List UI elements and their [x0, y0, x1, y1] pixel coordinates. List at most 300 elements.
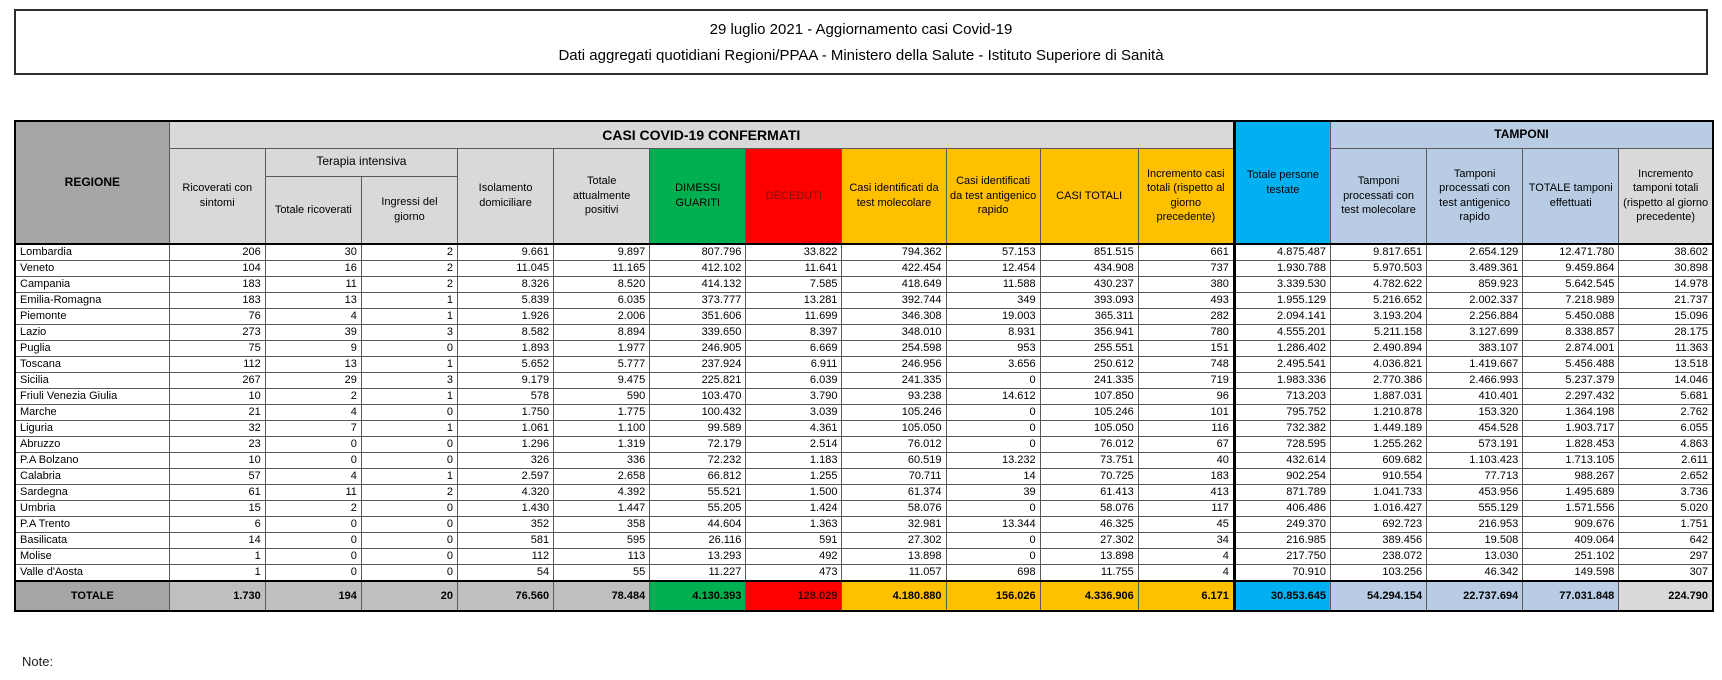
value-cell: 1.419.667: [1427, 357, 1523, 373]
value-cell: 250.612: [1040, 357, 1138, 373]
value-cell: 30: [265, 244, 361, 261]
value-cell: 581: [458, 533, 554, 549]
value-cell: 105.050: [842, 421, 946, 437]
value-cell: 349: [946, 293, 1040, 309]
value-cell: 414.132: [650, 277, 746, 293]
value-cell: 2.762: [1619, 405, 1713, 421]
totale-row: [15, 581, 1713, 611]
value-cell: 9: [265, 341, 361, 357]
value-cell: 206: [169, 244, 265, 261]
table-row: [15, 437, 1713, 453]
value-cell: 1.061: [458, 421, 554, 437]
totale-value-cell: 4.336.906: [1040, 581, 1138, 611]
value-cell: 72.232: [650, 453, 746, 469]
region-name-cell: Valle d'Aosta: [15, 565, 169, 582]
value-cell: 8.326: [458, 277, 554, 293]
value-cell: 32.981: [842, 517, 946, 533]
value-cell: 58.076: [1040, 501, 1138, 517]
value-cell: 642: [1619, 533, 1713, 549]
table-row: [15, 261, 1713, 277]
value-cell: 2: [361, 277, 457, 293]
value-cell: 1.296: [458, 437, 554, 453]
totale-value-cell: 30.853.645: [1234, 581, 1330, 611]
value-cell: 1.751: [1619, 517, 1713, 533]
value-cell: 11.045: [458, 261, 554, 277]
value-cell: 103.256: [1330, 565, 1426, 582]
value-cell: 2.874.001: [1523, 341, 1619, 357]
value-cell: 104: [169, 261, 265, 277]
value-cell: 713.203: [1234, 389, 1330, 405]
value-cell: 1: [361, 357, 457, 373]
value-cell: 93.238: [842, 389, 946, 405]
value-cell: 0: [946, 421, 1040, 437]
value-cell: 2.297.432: [1523, 389, 1619, 405]
value-cell: 953: [946, 341, 1040, 357]
value-cell: 2.002.337: [1427, 293, 1523, 309]
value-cell: 719: [1138, 373, 1234, 389]
value-cell: 1.183: [746, 453, 842, 469]
value-cell: 5.652: [458, 357, 554, 373]
column-header-totale-persone-testate: Totale persone testate: [1234, 121, 1330, 244]
value-cell: 216.985: [1234, 533, 1330, 549]
region-name-cell: Umbria: [15, 501, 169, 517]
value-cell: 40: [1138, 453, 1234, 469]
value-cell: 100.432: [650, 405, 746, 421]
value-cell: 183: [169, 277, 265, 293]
value-cell: 9.817.651: [1330, 244, 1426, 261]
table-body: [15, 244, 1713, 581]
value-cell: 13: [265, 293, 361, 309]
value-cell: 1.955.129: [1234, 293, 1330, 309]
value-cell: 732.382: [1234, 421, 1330, 437]
value-cell: 365.311: [1040, 309, 1138, 325]
value-cell: 5.839: [458, 293, 554, 309]
value-cell: 267: [169, 373, 265, 389]
value-cell: 149.598: [1523, 565, 1619, 582]
group-header-terapia-intensiva: Terapia intensiva: [265, 148, 457, 176]
value-cell: 1.447: [554, 501, 650, 517]
value-cell: 0: [946, 549, 1040, 565]
value-cell: 4: [265, 469, 361, 485]
table-row: [15, 485, 1713, 501]
value-cell: 183: [169, 293, 265, 309]
value-cell: 2.006: [554, 309, 650, 325]
value-cell: 105.050: [1040, 421, 1138, 437]
value-cell: 661: [1138, 244, 1234, 261]
value-cell: 4: [265, 309, 361, 325]
value-cell: 409.064: [1523, 533, 1619, 549]
value-cell: 1.286.402: [1234, 341, 1330, 357]
value-cell: 5.970.503: [1330, 261, 1426, 277]
region-name-cell: Piemonte: [15, 309, 169, 325]
value-cell: 2.611: [1619, 453, 1713, 469]
value-cell: 10: [169, 389, 265, 405]
value-cell: 2.654.129: [1427, 244, 1523, 261]
value-cell: 103.470: [650, 389, 746, 405]
totale-value-cell: 6.171: [1138, 581, 1234, 611]
value-cell: 8.520: [554, 277, 650, 293]
value-cell: 692.723: [1330, 517, 1426, 533]
value-cell: 434.908: [1040, 261, 1138, 277]
region-name-cell: Puglia: [15, 341, 169, 357]
value-cell: 5.211.158: [1330, 325, 1426, 341]
value-cell: 8.582: [458, 325, 554, 341]
table-row: [15, 565, 1713, 582]
region-name-cell: Sicilia: [15, 373, 169, 389]
value-cell: 326: [458, 453, 554, 469]
value-cell: 5.216.652: [1330, 293, 1426, 309]
value-cell: 246.905: [650, 341, 746, 357]
value-cell: 4.863: [1619, 437, 1713, 453]
value-cell: 255.551: [1040, 341, 1138, 357]
value-cell: 13.518: [1619, 357, 1713, 373]
value-cell: 3.736: [1619, 485, 1713, 501]
value-cell: 241.335: [842, 373, 946, 389]
value-cell: 1.903.717: [1523, 421, 1619, 437]
value-cell: 13.232: [946, 453, 1040, 469]
value-cell: 0: [946, 501, 1040, 517]
table-header: [15, 121, 1713, 244]
value-cell: 11.699: [746, 309, 842, 325]
value-cell: 55.521: [650, 485, 746, 501]
region-name-cell: Sardegna: [15, 485, 169, 501]
value-cell: 6.055: [1619, 421, 1713, 437]
value-cell: 902.254: [1234, 469, 1330, 485]
value-cell: 217.750: [1234, 549, 1330, 565]
value-cell: 307: [1619, 565, 1713, 582]
value-cell: 346.308: [842, 309, 946, 325]
value-cell: 492: [746, 549, 842, 565]
value-cell: 6.039: [746, 373, 842, 389]
value-cell: 9.661: [458, 244, 554, 261]
value-cell: 373.777: [650, 293, 746, 309]
table-row: [15, 517, 1713, 533]
value-cell: 29: [265, 373, 361, 389]
value-cell: 0: [946, 373, 1040, 389]
value-cell: 1.828.453: [1523, 437, 1619, 453]
value-cell: 910.554: [1330, 469, 1426, 485]
value-cell: 6.035: [554, 293, 650, 309]
column-header-casi-molecolare: Casi identificati da test molecolare: [842, 148, 946, 244]
value-cell: 11.588: [946, 277, 1040, 293]
table-row: [15, 277, 1713, 293]
value-cell: 8.397: [746, 325, 842, 341]
value-cell: 58.076: [842, 501, 946, 517]
totale-value-cell: 78.484: [554, 581, 650, 611]
value-cell: 4.036.821: [1330, 357, 1426, 373]
value-cell: 101: [1138, 405, 1234, 421]
value-cell: 1: [361, 309, 457, 325]
value-cell: 75: [169, 341, 265, 357]
value-cell: 454.528: [1427, 421, 1523, 437]
value-cell: 352: [458, 517, 554, 533]
value-cell: 2.490.894: [1330, 341, 1426, 357]
value-cell: 0: [361, 501, 457, 517]
region-name-cell: Veneto: [15, 261, 169, 277]
value-cell: 13.293: [650, 549, 746, 565]
region-name-cell: P.A Bolzano: [15, 453, 169, 469]
value-cell: 1.887.031: [1330, 389, 1426, 405]
value-cell: 11: [265, 277, 361, 293]
totale-value-cell: 20: [361, 581, 457, 611]
value-cell: 573.191: [1427, 437, 1523, 453]
report-title-line1: 29 luglio 2021 - Aggiornamento casi Covid-19: [709, 20, 1013, 38]
value-cell: 77.713: [1427, 469, 1523, 485]
value-cell: 1: [361, 389, 457, 405]
value-cell: 11.641: [746, 261, 842, 277]
value-cell: 339.650: [650, 325, 746, 341]
value-cell: 1.713.105: [1523, 453, 1619, 469]
value-cell: 116: [1138, 421, 1234, 437]
value-cell: 3: [361, 373, 457, 389]
value-cell: 0: [361, 453, 457, 469]
value-cell: 851.515: [1040, 244, 1138, 261]
value-cell: 55.205: [650, 501, 746, 517]
value-cell: 21: [169, 405, 265, 421]
value-cell: 4.361: [746, 421, 842, 437]
value-cell: 61.374: [842, 485, 946, 501]
value-cell: 389.456: [1330, 533, 1426, 549]
value-cell: 0: [265, 565, 361, 582]
value-cell: 795.752: [1234, 405, 1330, 421]
column-header-isolamento: Isolamento domiciliare: [458, 148, 554, 244]
value-cell: 54: [458, 565, 554, 582]
value-cell: 8.894: [554, 325, 650, 341]
value-cell: 418.649: [842, 277, 946, 293]
value-cell: 2.514: [746, 437, 842, 453]
value-cell: 1.319: [554, 437, 650, 453]
value-cell: 430.237: [1040, 277, 1138, 293]
value-cell: 591: [746, 533, 842, 549]
value-cell: 1.926: [458, 309, 554, 325]
value-cell: 493: [1138, 293, 1234, 309]
region-name-cell: Basilicata: [15, 533, 169, 549]
value-cell: 39: [946, 485, 1040, 501]
value-cell: 38.602: [1619, 244, 1713, 261]
value-cell: 12.454: [946, 261, 1040, 277]
value-cell: 11.227: [650, 565, 746, 582]
value-cell: 1.930.788: [1234, 261, 1330, 277]
value-cell: 4.782.622: [1330, 277, 1426, 293]
region-name-cell: Liguria: [15, 421, 169, 437]
value-cell: 39: [265, 325, 361, 341]
value-cell: 2: [361, 485, 457, 501]
value-cell: 4.320: [458, 485, 554, 501]
value-cell: 11.755: [1040, 565, 1138, 582]
value-cell: 14.046: [1619, 373, 1713, 389]
value-cell: 988.267: [1523, 469, 1619, 485]
value-cell: 794.362: [842, 244, 946, 261]
value-cell: 14.612: [946, 389, 1040, 405]
value-cell: 358: [554, 517, 650, 533]
value-cell: 1.977: [554, 341, 650, 357]
value-cell: 7.218.989: [1523, 293, 1619, 309]
column-header-totale-ricoverati: Totale ricoverati: [265, 176, 361, 244]
value-cell: 748: [1138, 357, 1234, 373]
value-cell: 7.585: [746, 277, 842, 293]
value-cell: 34: [1138, 533, 1234, 549]
value-cell: 0: [946, 405, 1040, 421]
value-cell: 225.821: [650, 373, 746, 389]
totale-value-cell: 156.026: [946, 581, 1040, 611]
value-cell: 737: [1138, 261, 1234, 277]
value-cell: 55: [554, 565, 650, 582]
value-cell: 2.256.884: [1427, 309, 1523, 325]
value-cell: 4.875.487: [1234, 244, 1330, 261]
totale-label-cell: TOTALE: [15, 581, 169, 611]
value-cell: 3.039: [746, 405, 842, 421]
value-cell: 3.489.361: [1427, 261, 1523, 277]
value-cell: 5.642.545: [1523, 277, 1619, 293]
value-cell: 11.165: [554, 261, 650, 277]
value-cell: 14: [169, 533, 265, 549]
value-cell: 2: [361, 261, 457, 277]
table-row: [15, 341, 1713, 357]
value-cell: 99.589: [650, 421, 746, 437]
table-footer: [15, 581, 1713, 611]
region-name-cell: Friuli Venezia Giulia: [15, 389, 169, 405]
value-cell: 0: [361, 341, 457, 357]
value-cell: 19.003: [946, 309, 1040, 325]
value-cell: 2.597: [458, 469, 554, 485]
value-cell: 112: [458, 549, 554, 565]
value-cell: 5.020: [1619, 501, 1713, 517]
column-header-totale-tamponi: TOTALE tamponi effettuati: [1523, 148, 1619, 244]
value-cell: 30.898: [1619, 261, 1713, 277]
value-cell: 473: [746, 565, 842, 582]
value-cell: 380: [1138, 277, 1234, 293]
totale-value-cell: 224.790: [1619, 581, 1713, 611]
column-header-ingressi-giorno: Ingressi del giorno: [361, 176, 457, 244]
value-cell: 555.129: [1427, 501, 1523, 517]
value-cell: 2: [361, 244, 457, 261]
table-row: [15, 325, 1713, 341]
value-cell: 1.255.262: [1330, 437, 1426, 453]
value-cell: 70.711: [842, 469, 946, 485]
value-cell: 1: [169, 549, 265, 565]
column-header-casi-antigenico: Casi identificati da test antigenico rapido: [946, 148, 1040, 244]
value-cell: 13.344: [946, 517, 1040, 533]
value-cell: 238.072: [1330, 549, 1426, 565]
value-cell: 96: [1138, 389, 1234, 405]
value-cell: 112: [169, 357, 265, 373]
group-header-casi-confermati: CASI COVID-19 CONFERMATI: [169, 121, 1234, 148]
value-cell: 5.237.379: [1523, 373, 1619, 389]
covid-data-table: [14, 120, 1714, 612]
value-cell: 70.910: [1234, 565, 1330, 582]
value-cell: 19.508: [1427, 533, 1523, 549]
value-cell: 1.571.556: [1523, 501, 1619, 517]
value-cell: 1.983.336: [1234, 373, 1330, 389]
value-cell: 67: [1138, 437, 1234, 453]
report-header: [14, 9, 1708, 75]
value-cell: 0: [361, 565, 457, 582]
region-name-cell: Calabria: [15, 469, 169, 485]
column-header-casi-totali: CASI TOTALI: [1040, 148, 1138, 244]
region-name-cell: Lombardia: [15, 244, 169, 261]
value-cell: 66.812: [650, 469, 746, 485]
value-cell: 406.486: [1234, 501, 1330, 517]
value-cell: 21.737: [1619, 293, 1713, 309]
value-cell: 251.102: [1523, 549, 1619, 565]
column-header-regione: REGIONE: [15, 121, 169, 244]
value-cell: 1.016.427: [1330, 501, 1426, 517]
value-cell: 113: [554, 549, 650, 565]
value-cell: 1.100: [554, 421, 650, 437]
value-cell: 9.179: [458, 373, 554, 389]
value-cell: 27.302: [842, 533, 946, 549]
value-cell: 282: [1138, 309, 1234, 325]
table-row: [15, 244, 1713, 261]
totale-value-cell: 22.737.694: [1427, 581, 1523, 611]
value-cell: 1.210.878: [1330, 405, 1426, 421]
column-header-dimessi-guariti: DIMESSI GUARITI: [650, 148, 746, 244]
value-cell: 453.956: [1427, 485, 1523, 501]
value-cell: 1: [169, 565, 265, 582]
value-cell: 151: [1138, 341, 1234, 357]
value-cell: 1: [361, 469, 457, 485]
value-cell: 595: [554, 533, 650, 549]
column-header-attualmente-positivi: Totale attualmente positivi: [554, 148, 650, 244]
table-row: [15, 421, 1713, 437]
value-cell: 5.456.488: [1523, 357, 1619, 373]
column-header-incremento-tamponi: Incremento tamponi totali (rispetto al giorno precedente): [1619, 148, 1713, 244]
region-name-cell: Lazio: [15, 325, 169, 341]
table-row: [15, 309, 1713, 325]
value-cell: 15.096: [1619, 309, 1713, 325]
value-cell: 2.495.541: [1234, 357, 1330, 373]
value-cell: 70.725: [1040, 469, 1138, 485]
value-cell: 410.401: [1427, 389, 1523, 405]
value-cell: 46.325: [1040, 517, 1138, 533]
value-cell: 5.450.088: [1523, 309, 1619, 325]
table-row: [15, 357, 1713, 373]
table-row: [15, 293, 1713, 309]
value-cell: 356.941: [1040, 325, 1138, 341]
value-cell: 72.179: [650, 437, 746, 453]
value-cell: 76.012: [842, 437, 946, 453]
value-cell: 0: [946, 437, 1040, 453]
value-cell: 1.495.689: [1523, 485, 1619, 501]
value-cell: 10: [169, 453, 265, 469]
value-cell: 15: [169, 501, 265, 517]
value-cell: 1.449.189: [1330, 421, 1426, 437]
value-cell: 3.339.530: [1234, 277, 1330, 293]
value-cell: 105.246: [842, 405, 946, 421]
value-cell: 7: [265, 421, 361, 437]
value-cell: 4.392: [554, 485, 650, 501]
region-name-cell: P.A Trento: [15, 517, 169, 533]
report-title-line2: Dati aggregati quotidiani Regioni/PPAA - Ministero della Salute - Istituto Superiore di Sanità: [558, 46, 1164, 64]
value-cell: 590: [554, 389, 650, 405]
group-header-tamponi: TAMPONI: [1330, 121, 1713, 148]
value-cell: 13.030: [1427, 549, 1523, 565]
value-cell: 859.923: [1427, 277, 1523, 293]
table-row: [15, 453, 1713, 469]
value-cell: 9.475: [554, 373, 650, 389]
value-cell: 1.893: [458, 341, 554, 357]
value-cell: 11.363: [1619, 341, 1713, 357]
value-cell: 9.459.864: [1523, 261, 1619, 277]
table-row: [15, 469, 1713, 485]
footer-note: Note:: [22, 654, 54, 669]
value-cell: 241.335: [1040, 373, 1138, 389]
column-header-incremento-casi: Incremento casi totali (rispetto al giorno precedente): [1138, 148, 1234, 244]
region-name-cell: Molise: [15, 549, 169, 565]
region-name-cell: Toscana: [15, 357, 169, 373]
value-cell: 6.669: [746, 341, 842, 357]
value-cell: 3: [361, 325, 457, 341]
